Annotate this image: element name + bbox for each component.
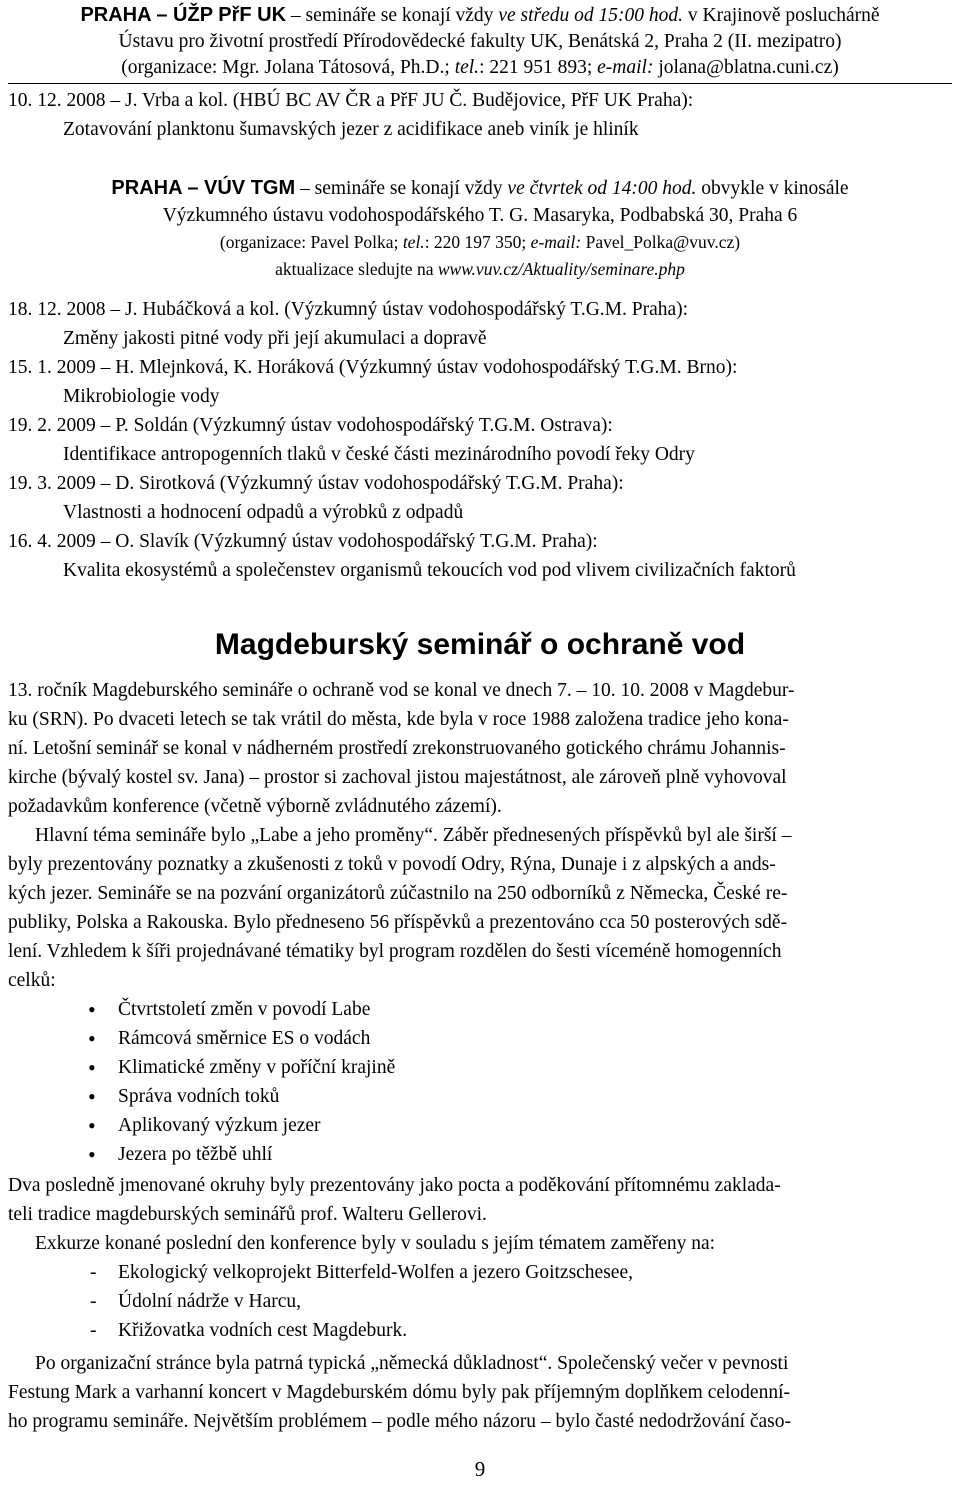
list-item: • Rámcová směrnice ES o vodách <box>88 1024 960 1053</box>
article-paragraph-1 <box>0 676 960 821</box>
list-item: - Křižovatka vodních cest Magdeburk. <box>90 1316 960 1345</box>
text-line: Hlavní téma semináře bylo „Labe a jeho proměny“. Záběr přednesených příspěvků byl ale širší – <box>35 825 792 846</box>
praha-vuv-time: ve čtvrtek od 14:00 hod. <box>507 178 697 199</box>
praha-pruk-organizer <box>8 55 952 81</box>
text-line: ní. Letošní seminář se konal v nádherném prostředí zrekonstruovaného gotického chrámu Johannis- <box>8 738 786 759</box>
text-line: kých jezer. Semináře se na pozvání organizátorů zúčastnilo na 250 odborníků z Německa, České re- <box>8 883 788 904</box>
praha-vuv-update <box>8 256 952 283</box>
text-line: teli tradice magdeburských seminářů prof. Walteru Gellerovi. <box>8 1204 487 1225</box>
praha-pruk-email[interactable]: jolana@blatna.cuni.cz) <box>653 57 839 78</box>
praha-vuv-header <box>0 175 960 283</box>
praha-vuv-organizer <box>8 229 952 256</box>
praha-pruk-tel: : 221 951 893; <box>479 57 598 78</box>
update-text: aktualizace sledujte na <box>275 259 438 279</box>
praha-vuv-text: – semináře se konají vždy <box>295 178 508 199</box>
list-item <box>8 411 952 469</box>
text-line: Festung Mark a varhanní koncert v Magdeburském dómu byly pak příjemným doplňkem celodenní- <box>8 1382 790 1403</box>
page-number: 9 <box>474 1457 486 1481</box>
event-pruk <box>0 86 952 144</box>
text-line: kirche (bývalý kostel sv. Jana) – prostor si zachoval jistou majestátnost, ale zároveň plně vyhovoval <box>8 767 787 788</box>
event-header: 19. 3. 2009 – D. Sirotková (Výzkumný ústav vodohospodářský T.G.M. Praha): <box>8 473 624 494</box>
event-header: 16. 4. 2009 – O. Slavík (Výzkumný ústav vodohospodářský T.G.M. Praha): <box>8 531 598 552</box>
list-item <box>8 353 952 411</box>
event-title: Identifikace antropogenních tlaků v české části mezinárodního povodí řeky Odry <box>63 444 695 465</box>
list-item: • Jezera po těžbě uhlí <box>88 1140 960 1169</box>
praha-vuv-line2: Výzkumného ústavu vodohospodářského T. G. Masaryka, Podbabská 30, Praha 6 <box>162 205 798 226</box>
event-header: 15. 1. 2009 – H. Mlejnková, K. Horáková (Výzkumný ústav vodohospodářský T.G.M. Brno): <box>8 357 738 378</box>
list-item <box>8 469 952 527</box>
text-line: publiky, Polska a Rakouska. Bylo předneseno 56 příspěvků a prezentováno cca 50 posterových sdě- <box>8 912 788 933</box>
list-item: • Aplikovaný výzkum jezer <box>88 1111 960 1140</box>
list-item <box>8 295 952 353</box>
praha-vuv-line1 <box>8 175 952 202</box>
tel-label: tel. <box>454 57 480 78</box>
update-link[interactable]: www.vuv.cz/Aktuality/seminare.php <box>437 259 685 279</box>
event-title: Změny jakosti pitné vody při její akumulaci a dopravě <box>63 328 487 349</box>
praha-pruk-organizer-name: (organizace: Mgr. Jolana Tátosová, Ph.D.; <box>121 57 455 78</box>
header-rule <box>8 83 952 84</box>
praha-pruk-text: – semináře se konají vždy <box>286 5 499 26</box>
text-line: byly prezentovány poznatky a zkušenosti z toků v povodí Odry, Rýna, Dunaje i z alpských a ands- <box>8 854 776 875</box>
praha-pruk-header <box>0 2 960 81</box>
text-line: Dva posledně jmenované okruhy byly prezentovány jako pocta a poděkování přítomnému zaklada- <box>8 1175 781 1196</box>
article-body <box>0 676 960 1436</box>
praha-vuv-name: PRAHA – VÚV TGM <box>111 177 296 199</box>
text-line: ho programu semináře. Největším problémem – podle mého názoru – bylo časté nedodržování časo- <box>8 1411 792 1432</box>
praha-pruk-line1 <box>8 2 952 29</box>
event-title: Kvalita ekosystémů a společenstev organismů tekoucích vod pod vlivem civilizačních faktorů <box>63 560 796 581</box>
praha-pruk-place: v Krajinově posluchárně <box>683 5 880 26</box>
text-line: 13. ročník Magdeburského semináře o ochraně vod se konal ve dnech 7. – 10. 10. 2008 v Magdebur- <box>8 680 795 701</box>
tel-label: tel. <box>402 232 425 252</box>
events-list <box>0 295 952 585</box>
event-title: Vlastnosti a hodnocení odpadů a výrobků z odpadů <box>63 502 464 523</box>
text-line: požadavkům konference (včetně výborně zvládnutého zázemí). <box>8 796 502 817</box>
list-item <box>8 527 952 585</box>
text-line: celků: <box>8 970 56 991</box>
list-item: - Údolní nádrže v Harcu, <box>90 1287 960 1316</box>
article-paragraph-5 <box>0 1349 960 1436</box>
list-item: - Ekologický velkoprojekt Bitterfeld-Wolfen a jezero Goitzschesee, <box>90 1258 960 1287</box>
email-label: e-mail: <box>530 232 582 252</box>
article-paragraph-3 <box>0 1171 960 1229</box>
praha-vuv-place: obvykle v kinosále <box>696 178 849 199</box>
article-paragraph-4: Exkurze konané poslední den konference byly v souladu s jejím tématem zaměřeny na: <box>35 1233 716 1254</box>
praha-vuv-organizer-name: (organizace: Pavel Polka; <box>219 232 403 252</box>
praha-vuv-email[interactable]: Pavel_Polka@vuv.cz) <box>581 232 741 252</box>
event-header: 19. 2. 2009 – P. Soldán (Výzkumný ústav vodohospodářský T.G.M. Ostrava): <box>8 415 613 436</box>
praha-vuv-tel: : 220 197 350; <box>424 232 531 252</box>
text-line: Po organizační stránce byla patrná typická „německá důkladnost“. Společenský večer v pevnosti <box>35 1353 789 1374</box>
event-header: 18. 12. 2008 – J. Hubáčková a kol. (Výzkumný ústav vodohospodářský T.G.M. Praha): <box>8 299 689 320</box>
list-item: • Správa vodních toků <box>88 1082 960 1111</box>
excursions-list <box>0 1258 960 1345</box>
event-title: Mikrobiologie vody <box>63 386 220 407</box>
email-label: e-mail: <box>597 57 654 78</box>
list-item: • Čtvrtstoletí změn v povodí Labe <box>88 995 960 1024</box>
event-header: 10. 12. 2008 – J. Vrba a kol. (HBÚ BC AV ČR a PřF JU Č. Budějovice, PřF UK Praha): <box>8 90 694 111</box>
list-item: • Klimatické změny v poříční krajině <box>88 1053 960 1082</box>
event-title: Zotavování planktonu šumavských jezer z acidifikace aneb viník je hliník <box>63 119 639 140</box>
praha-pruk-time: ve středu od 15:00 hod. <box>498 5 683 26</box>
text-line: lení. Vzhledem k šíři projednávané tématiky byl program rozdělen do šesti víceméně homogenních <box>8 941 782 962</box>
article-paragraph-2 <box>0 821 960 995</box>
topics-list <box>0 995 960 1169</box>
text-line: ku (SRN). Po dvaceti letech se tak vrátil do města, kde byla v roce 1988 založena tradice jeho kona- <box>8 709 789 730</box>
article-heading: Magdeburský seminář o ochraně vod <box>214 628 746 661</box>
praha-pruk-name: PRAHA – ÚŽP PřF UK <box>80 4 287 26</box>
praha-pruk-line2: Ústavu pro životní prostředí Přírodovědecké fakulty UK, Benátská 2, Praha 2 (II. mezipatro) <box>118 31 842 52</box>
